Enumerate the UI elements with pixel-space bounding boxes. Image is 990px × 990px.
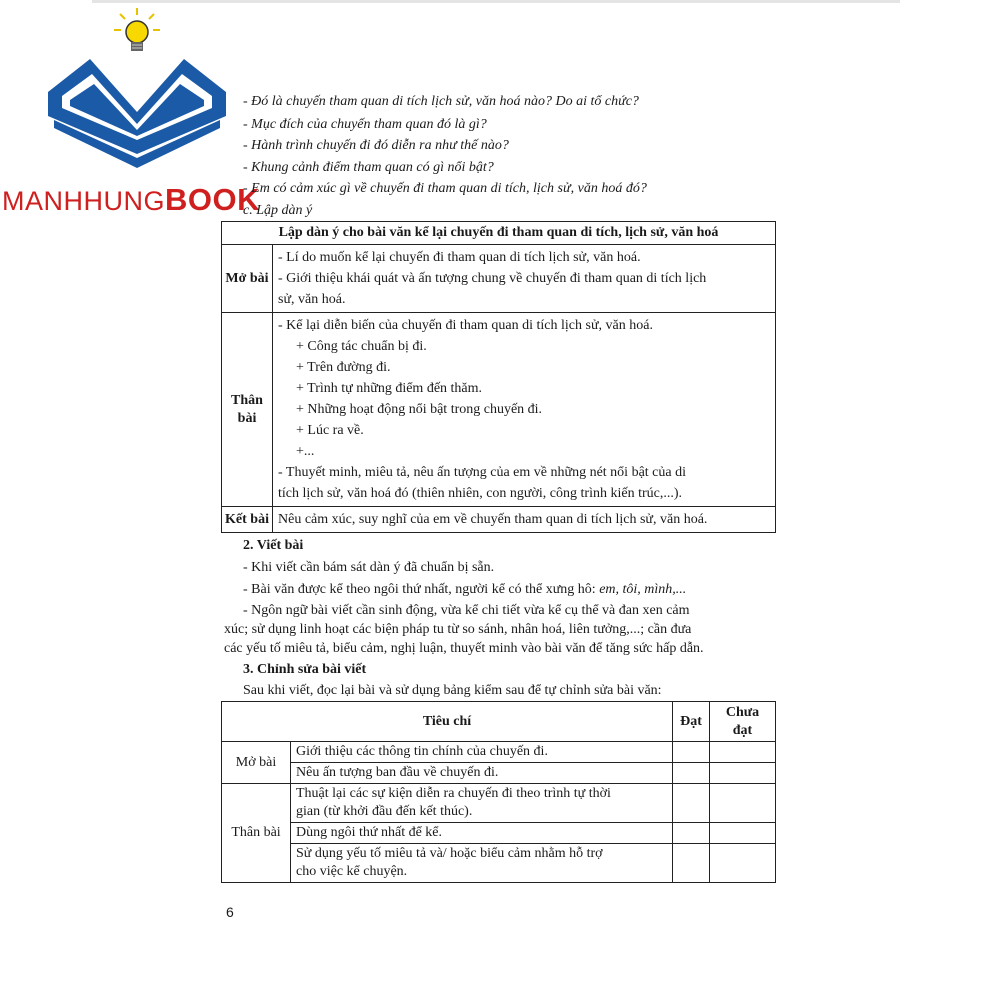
checklist-row xyxy=(222,844,776,883)
checklist-table xyxy=(221,701,776,883)
write-pronouns: em, tôi, mình,... xyxy=(599,582,687,597)
section-content-mo-bai xyxy=(273,245,776,313)
edit-heading: 3. Chỉnh sửa bài viết xyxy=(243,662,367,677)
write-paragraph-3-line: xúc; sử dụng linh hoạt các biện pháp tu từ so sánh, nhân hoá, liên tưởng,...; cần đưa xyxy=(224,622,692,637)
mo-bai-line: - Lí do muốn kể lại chuyến đi tham quan di tích lịch sử, văn hoá. xyxy=(278,250,641,265)
checklist-criterion xyxy=(291,844,673,883)
checklist-header-fail-line: đạt xyxy=(732,722,753,738)
checklist-fail-cell[interactable] xyxy=(710,784,776,823)
than-bai-intro: - Kể lại diễn biến của chuyến đi tham quan di tích lịch sử, văn hoá. xyxy=(278,318,653,333)
checklist-criterion-line: Thuật lại các sự kiện diễn ra chuyến đi theo trình tự thời xyxy=(296,786,611,801)
than-bai-outro: - Thuyết minh, miêu tả, nêu ấn tượng của em về những nét nổi bật của di xyxy=(278,465,686,480)
brand-name xyxy=(2,182,260,218)
checklist-pass-cell[interactable] xyxy=(673,844,710,883)
than-bai-item: + Những hoạt động nổi bật trong chuyến đi. xyxy=(296,402,543,417)
checklist-header-criteria: Tiêu chí xyxy=(222,702,673,742)
checklist-header-fail xyxy=(710,702,776,742)
section-label-mo-bai: Mở bài xyxy=(222,245,273,313)
checklist-section-mo-bai: Mở bài xyxy=(222,742,291,784)
outline-row-than-bai xyxy=(222,313,776,507)
than-bai-outro: tích lịch sử, văn hoá đó (thiên nhiên, con người, công trình kiến trúc,...). xyxy=(278,486,682,501)
than-bai-item: + Trình tự những điểm đến thăm. xyxy=(296,381,483,396)
checklist-pass-cell[interactable] xyxy=(673,742,710,763)
question-1: - Đó là chuyến tham quan di tích lịch sử, văn hoá nào? Do ai tổ chức? xyxy=(243,94,639,109)
outline-table xyxy=(221,221,776,533)
checklist-pass-cell[interactable] xyxy=(673,823,710,844)
checklist-criterion: Giới thiệu các thông tin chính của chuyến đi. xyxy=(291,742,673,763)
brand-bold: BOOK xyxy=(165,182,260,217)
brand-plain: MANHHUNG xyxy=(2,186,165,216)
section-label-than-bai: Thân bài xyxy=(222,313,273,507)
mo-bai-line: - Giới thiệu khái quát và ấn tượng chung về chuyến đi tham quan di tích lịch xyxy=(278,271,707,286)
outline-row-ket-bai xyxy=(222,507,776,533)
checklist-criterion xyxy=(291,784,673,823)
checklist-header-fail-line: Chưa xyxy=(725,704,760,720)
top-border xyxy=(92,0,900,3)
outline-heading: c. Lập dàn ý xyxy=(243,203,313,218)
checklist-criterion-line: cho việc kể chuyện. xyxy=(296,864,408,879)
checklist-row xyxy=(222,763,776,784)
section-label-ket-bai: Kết bài xyxy=(222,507,273,533)
mo-bai-line: sử, văn hoá. xyxy=(278,292,346,307)
section-content-than-bai xyxy=(273,313,776,507)
outline-table-title: Lập dàn ý cho bài văn kể lại chuyến đi tham quan di tích, lịch sử, văn hoá xyxy=(222,222,776,245)
question-2: - Mục đích của chuyến tham quan đó là gì? xyxy=(243,117,487,132)
checklist-fail-cell[interactable] xyxy=(710,844,776,883)
open-book-lightbulb-icon xyxy=(40,4,270,184)
checklist-pass-cell[interactable] xyxy=(673,784,710,823)
than-bai-item: + Công tác chuẩn bị đi. xyxy=(296,339,427,354)
question-3: - Hành trình chuyến đi đó diễn ra như thế nào? xyxy=(243,138,509,153)
question-5: - Em có cảm xúc gì về chuyến đi tham quan di tích, lịch sử, văn hoá đó? xyxy=(243,181,647,196)
checklist-criterion: Dùng ngôi thứ nhất để kể. xyxy=(291,823,673,844)
outline-row-mo-bai xyxy=(222,245,776,313)
checklist-pass-cell[interactable] xyxy=(673,763,710,784)
than-bai-item: + Trên đường đi. xyxy=(296,360,391,375)
checklist-criterion-line: gian (từ khởi đầu đến kết thúc). xyxy=(296,804,473,819)
checklist-criterion-line: Sử dụng yếu tố miêu tả và/ hoặc biểu cảm nhằm hỗ trợ xyxy=(296,846,603,861)
checklist-row xyxy=(222,784,776,823)
than-bai-item: +... xyxy=(296,444,315,459)
checklist-fail-cell[interactable] xyxy=(710,763,776,784)
write-paragraph-1: - Khi viết cần bám sát dàn ý đã chuẩn bị sẵn. xyxy=(243,560,495,575)
checklist-section-than-bai: Thân bài xyxy=(222,784,291,883)
checklist-header-pass: Đạt xyxy=(673,702,710,742)
write-paragraph-3-line: các yếu tố miêu tả, biểu cảm, nghị luận, thuyết minh vào bài văn để tăng sức hấp dẫn. xyxy=(224,641,704,656)
checklist-row xyxy=(222,823,776,844)
checklist-fail-cell[interactable] xyxy=(710,742,776,763)
question-4: - Khung cảnh điểm tham quan có gì nổi bật? xyxy=(243,160,494,175)
write-paragraph-3-line: - Ngôn ngữ bài viết cần sinh động, vừa kể chi tiết vừa kể cụ thể và đan xen cảm xyxy=(243,603,690,618)
than-bai-item: + Lúc ra về. xyxy=(296,423,364,438)
page-number: 6 xyxy=(226,904,234,920)
write-heading: 2. Viết bài xyxy=(243,538,304,553)
write-paragraph-2-text: - Bài văn được kể theo ngôi thứ nhất, người kể có thể xưng hô: xyxy=(243,582,600,597)
write-paragraph-2 xyxy=(243,582,686,598)
checklist-row xyxy=(222,742,776,763)
checklist-criterion: Nêu ấn tượng ban đầu về chuyến đi. xyxy=(291,763,673,784)
checklist-fail-cell[interactable] xyxy=(710,823,776,844)
section-content-ket-bai: Nêu cảm xúc, suy nghĩ của em về chuyến tham quan di tích lịch sử, văn hoá. xyxy=(273,507,776,533)
edit-intro: Sau khi viết, đọc lại bài và sử dụng bảng kiểm sau để tự chỉnh sửa bài văn: xyxy=(243,683,662,698)
